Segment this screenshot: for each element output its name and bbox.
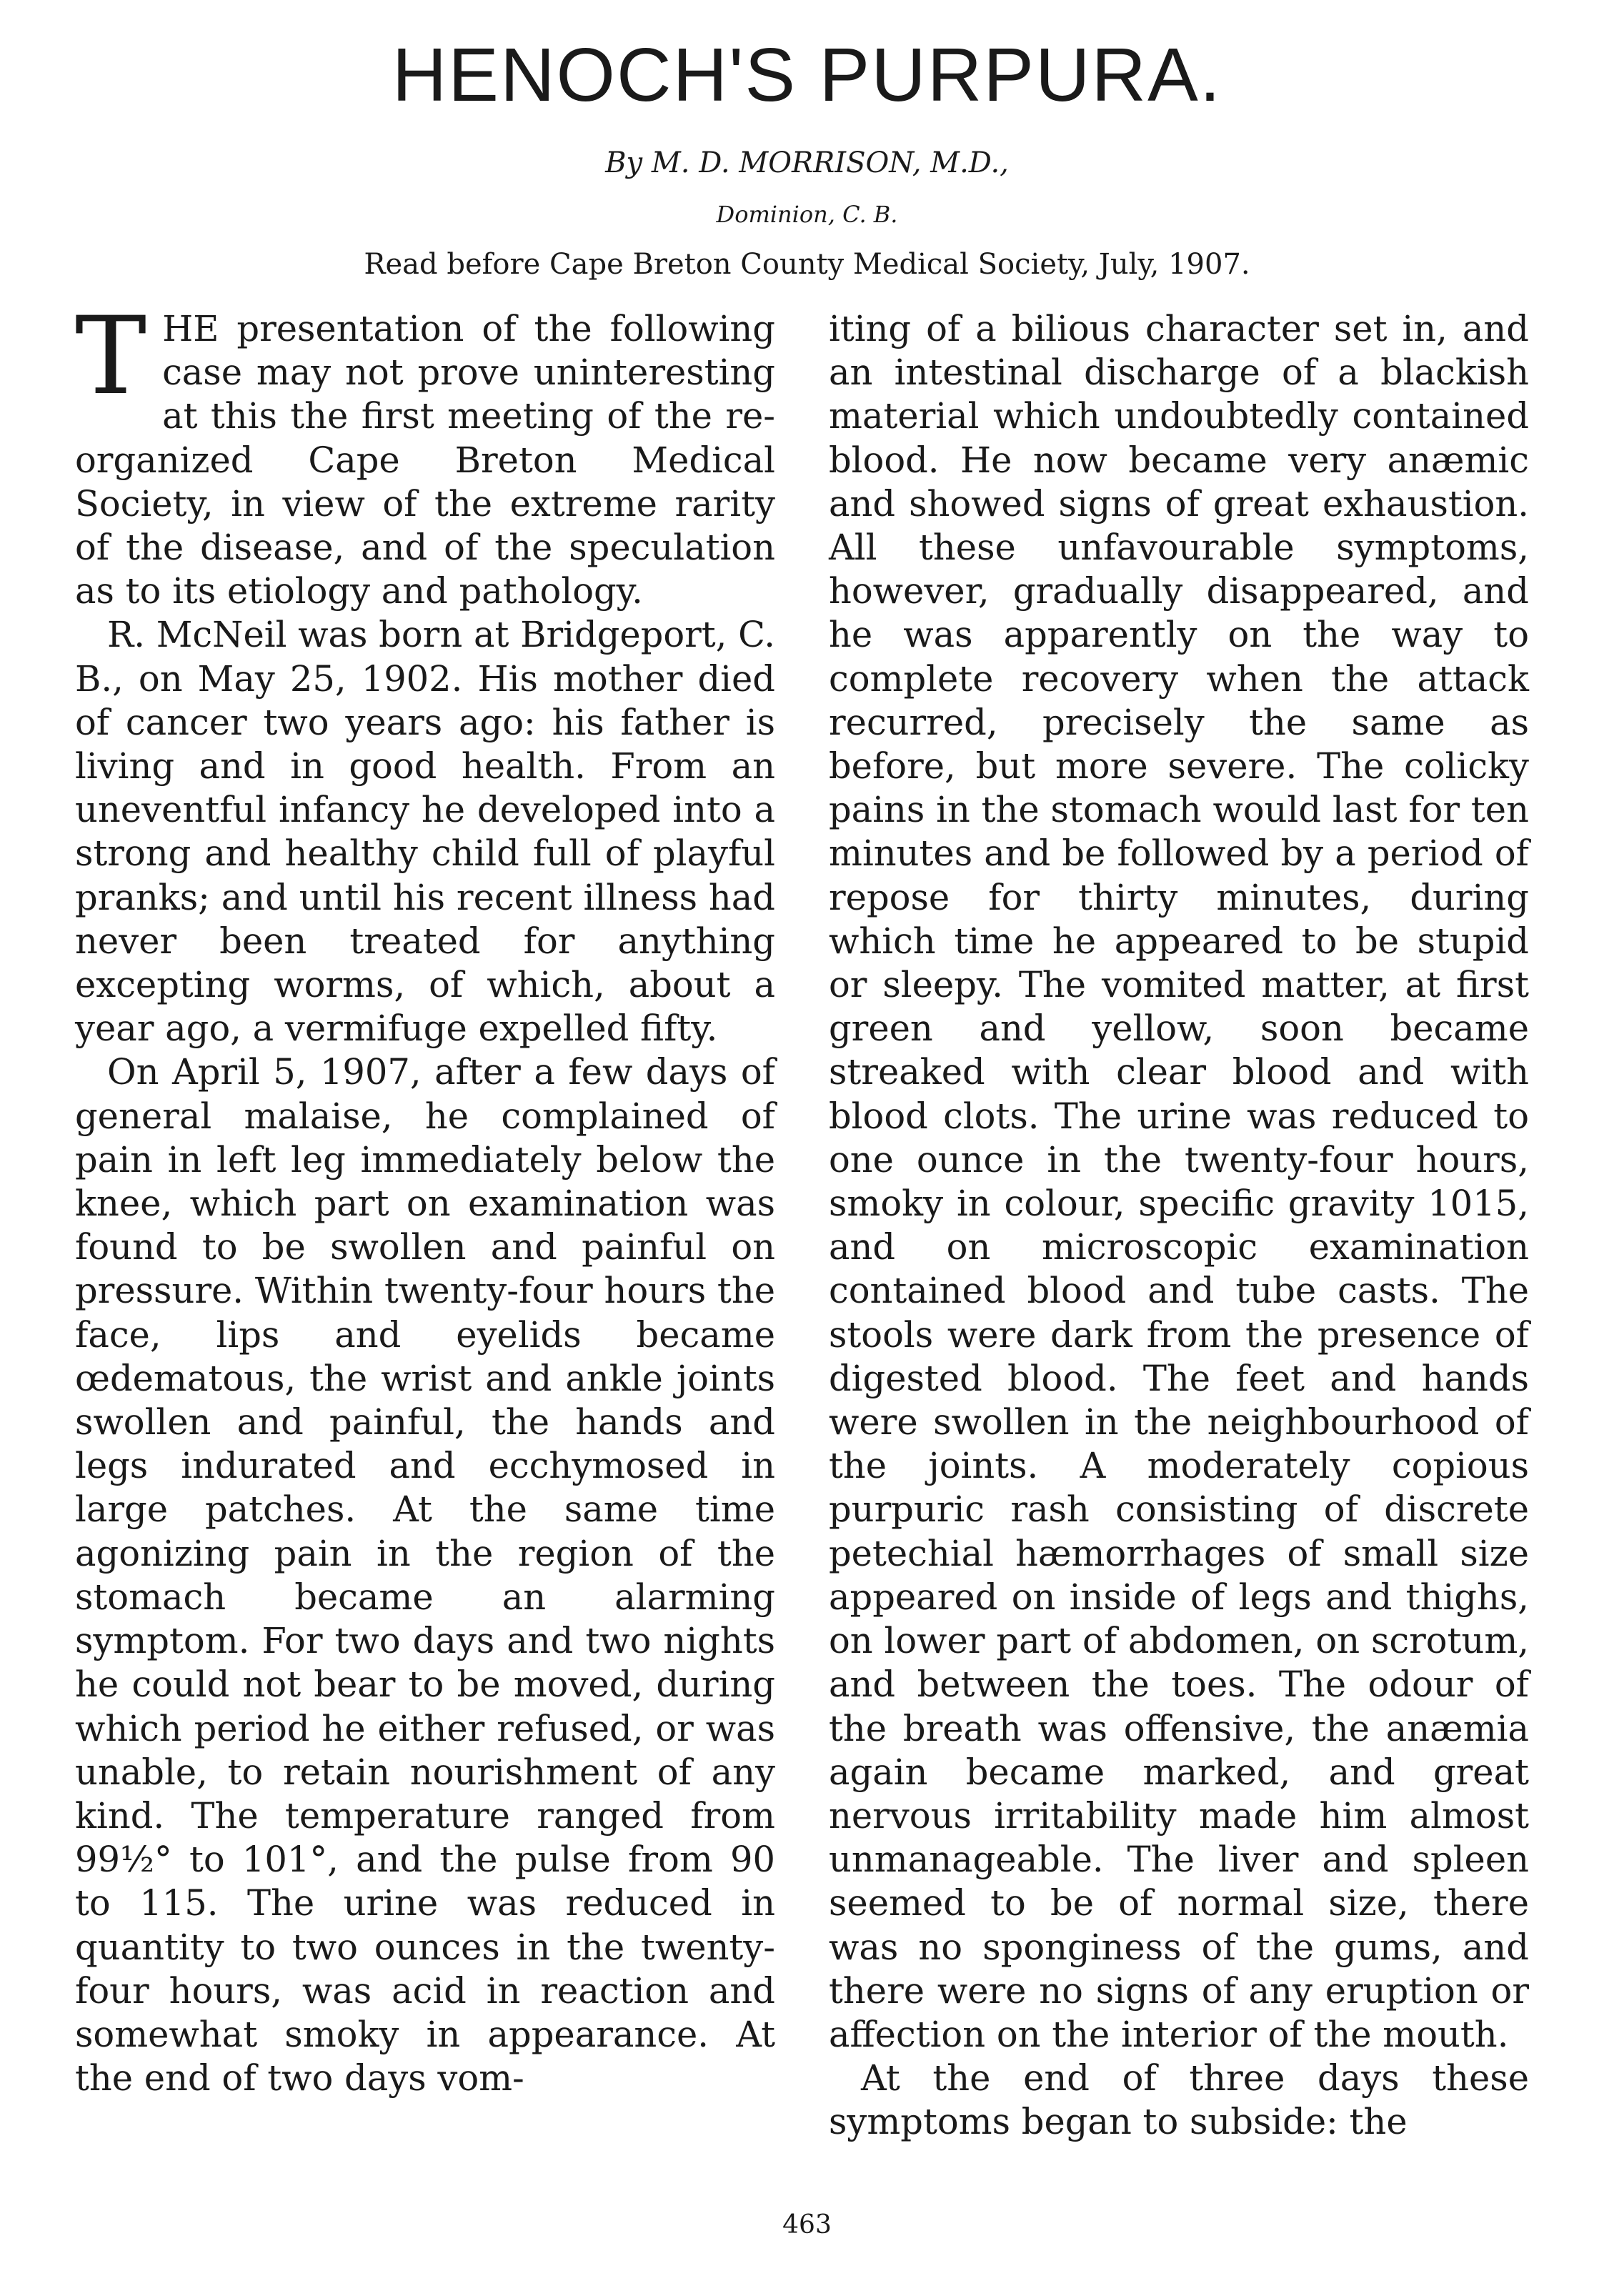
- author-location: Dominion, C. B.: [716, 201, 898, 228]
- drop-cap: T: [75, 294, 147, 419]
- right-column: [829, 307, 1529, 2145]
- paragraph-subsiding: At the end of three days these symptoms began to subside: the: [829, 2057, 1529, 2143]
- article-title: HENOCH'S PURPURA.: [392, 33, 1222, 117]
- paragraph-introduction: [75, 294, 775, 613]
- paragraph-onset: On April 5, 1907, after a few days of general malaise, he complained of pain in left leg immediately below the knee, which part on examination was found to be swollen and painful on pressure. Within twenty-four hours the face, lips and eyelids became œdematous, the wrist and ankle joints swollen and painful, the hands and legs indurated and ecchymosed in large patches. At the same time agonizing pain in the region of the stomach became an alarming symptom. For two days and two nights he could not bear to be moved, during which period he either refused, or was unable, to retain nourishment of any kind. The temperature ranged from 99½° to 101°, and the pulse from 90 to 115. The urine was reduced in quantity to two ounces in the twenty-four hours, was acid in reaction and somewhat smoky in appearance. At the end of two days vom-: [75, 1051, 775, 2099]
- paragraph-patient-history: R. McNeil was born at Bridgeport, C. B., on May 25, 1902. His mother died of cancer two years ago: his father is living and in good health. From an uneventful infancy he developed into a strong and healthy child full of playful pranks; and until his recent illness had never been treated for anything excepting worms, of which, about a year ago, a vermifuge expelled fifty.: [75, 614, 775, 1050]
- left-column: [75, 294, 775, 2100]
- paragraph-continuation: iting of a bilious character set in, and an intestinal discharge of a blackish material which undoubtedly contained blood. He now became very anæmic and showed signs of great exhaustion. All these unfavourable symptoms, however, gradually disappeared, and he was apparently on the way to complete recovery when the attack recurred, precisely the same as before, but more severe. The colicky pains in the stomach would last for ten minutes and be followed by a period of repose for thirty minutes, during which time he appeared to be stupid or sleepy. The vomited matter, at first green and yellow, soon became streaked with clear blood and with blood clots. The urine was reduced to one ounce in the twenty-four hours, smoky in colour, specific gravity 1015, and on microscopic examination contained blood and tube casts. The stools were dark from the presence of digested blood. The feet and hands were swollen in the neighbourhood of the joints. A moderately copious purpuric rash consisting of discrete petechial hæmorrhages of small size appeared on inside of legs and thighs, on lower part of abdomen, on scrotum, and between the toes. The odour of the breath was offensive, the anæmia again became marked, and great nervous irritability made him almost unmanageable. The liver and spleen seemed to be of normal size, there was no sponginess of the gums, and there were no signs of any eruption or affection on the interior of the mouth.: [829, 308, 1529, 2055]
- read-before-note: Read before Cape Breton County Medical Society, July, 1907.: [364, 248, 1250, 281]
- paragraph-introduction-text: HE presentation of the following case may not prove uninteresting at this the first meeting of the re-organized Cape Breton Medical Society, in view of the extreme rarity of the disease, and of the speculation as to its etiology and pathology.: [75, 308, 775, 612]
- author-byline: By M. D. MORRISON, M.D.,: [605, 146, 1009, 179]
- page-number: 463: [782, 2210, 832, 2240]
